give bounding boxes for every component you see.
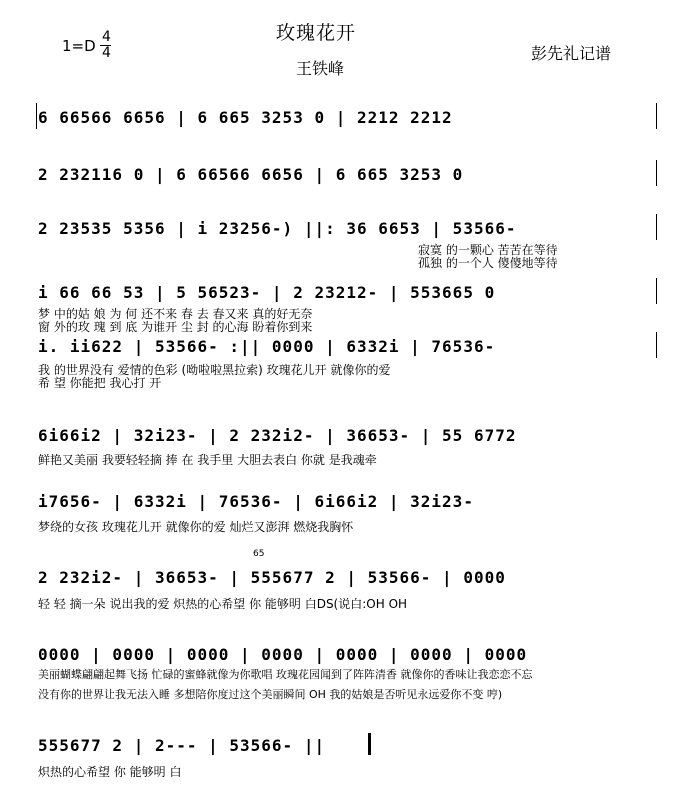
notation-row-10: 555677 2 | 2--- | 53566- || <box>38 736 326 755</box>
barline <box>656 214 657 240</box>
arranger-credit: 彭先礼记谱 <box>531 44 612 63</box>
notation-row-6: 6i66i2 | 32i23- | 2 232i2- | 36653- | 55 6772 <box>38 426 517 445</box>
time-signature-bottom: 4 <box>102 45 111 61</box>
lyrics-row-3-line-2: 孤独 的一个人 傻傻地等待 <box>418 256 558 270</box>
barline <box>656 278 657 304</box>
lyrics-row-7: 梦绕的女孩 玫瑰花儿开 就像你的爱 灿烂又澎湃 燃烧我胸怀 <box>38 520 354 534</box>
lyrics-row-4-line-2: 窗 外的玫 瑰 到 底 为谁开 尘 封 的心海 盼着你到来 <box>38 320 313 334</box>
song-title: 玫瑰花开 <box>276 22 357 44</box>
notation-row-3: 2 23535 5356 | i 23256-) ||: 36 6653 | 53566- <box>38 219 517 238</box>
lyrics-row-4-line-1: 梦 中的姑 娘 为 何 还不来 春 去 春又来 真的好无奈 <box>38 307 313 321</box>
notation-row-7: i7656- | 6332i | 76536- | 6i66i2 | 32i23- <box>38 492 474 511</box>
lyrics-row-5-line-2: 希 望 你能把 我心打 开 <box>38 376 162 390</box>
lyrics-row-9-line-1: 美丽蝴蝶翩翩起舞飞扬 忙碌的蜜蜂就像为你歌唱 玫瑰花园闻到了阵阵清香 就像你的香味让我恋恋不忘 <box>38 668 533 681</box>
notation-row-4: i 66 66 53 | 5 56523- | 2 23212- | 553665 0 <box>38 283 496 302</box>
notation-row-9: 0000 | 0000 | 0000 | 0000 | 0000 | 0000 | 0000 <box>38 645 528 664</box>
time-signature-top: 4 <box>102 29 111 45</box>
lyrics-row-9-line-2: 没有你的世界让我无法入睡 多想陪你度过这个美丽瞬间 OH 我的姑娘是否听见永远爱你不变 哼) <box>38 688 503 701</box>
notation-row-1: 6 66566 6656 | 6 665 3253 0 | 2212 2212 <box>38 108 453 127</box>
barline <box>656 332 657 358</box>
notation-row-5: i. ii622 | 53566- :|| 0000 | 6332i | 76536- <box>38 337 496 356</box>
lyrics-row-5-line-1: 我 的世界没有 爱情的色彩 (呦啦啦黑拉索) 玫瑰花儿开 就像你的爱 <box>38 363 391 377</box>
lyrics-row-3-line-1: 寂寞 的一颗心 苦苦在等待 <box>418 243 558 257</box>
lyrics-row-8: 轻 轻 摘一朵 说出我的爱 炽热的心希望 你 能够明 白DS(说白:OH OH <box>38 597 408 611</box>
grace-note-annotation: 65 <box>253 549 265 559</box>
barline <box>656 103 657 129</box>
notation-row-8: 2 232i2- | 36653- | 555677 2 | 53566- | 0000 <box>38 568 506 587</box>
singer-name: 王铁峰 <box>296 59 345 78</box>
barline <box>36 103 37 129</box>
final-barline <box>368 733 371 755</box>
lyrics-row-6: 鲜艳又美丽 我要轻轻摘 捧 在 我手里 大胆去表白 你就 是我魂牵 <box>38 453 377 467</box>
key-signature: 1=D <box>62 37 96 55</box>
barline <box>656 160 657 186</box>
notation-row-2: 2 232116 0 | 6 66566 6656 | 6 665 3253 0 <box>38 165 464 184</box>
lyrics-row-10: 炽热的心希望 你 能够明 白 <box>38 765 182 779</box>
